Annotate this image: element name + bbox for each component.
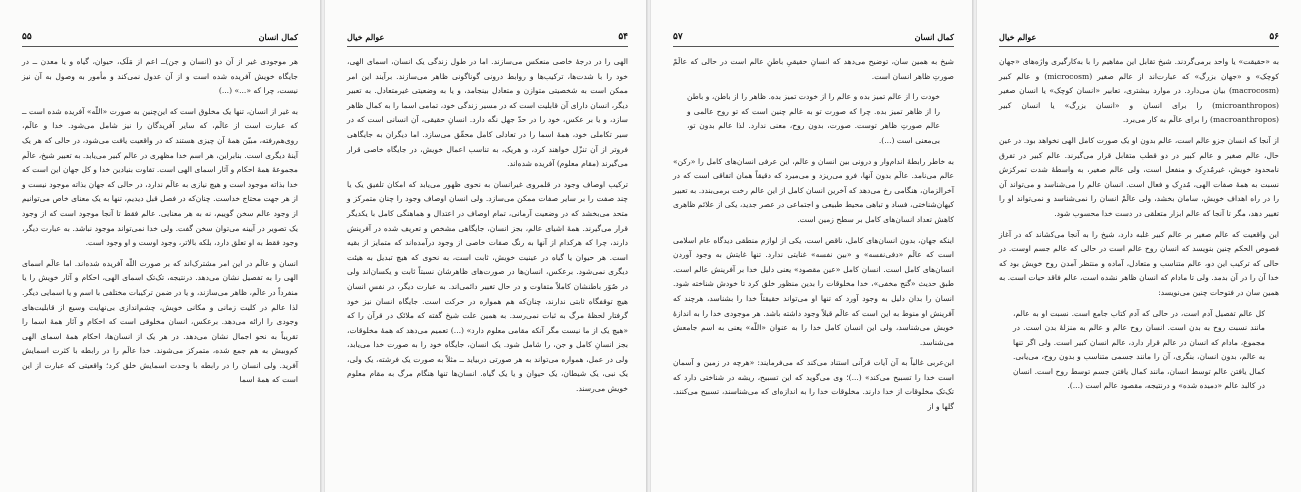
paragraph: این واقعیت که عالم صغیر بر عالم کبیر غلبه دارد، شیخ را به آنجا می‌کشاند که در آغاز فصوص الحکم چنین بنویسد که انسان روح عالم است در حالی که عالم جسم اوست. در حالی که ترکیب این دو، عالم متناسب و متعادل، آماده و منتظر آمدن روح خویش بود که خدا آن را در آن بدمد. ولی تا مادام که انسان ظاهر نشده است، عالم فاقد حیات است. به همین سان در فتوحات چنین می‌نویسد: — [999, 229, 1279, 297]
paragraph: شیخ به همین سان، توضیح می‌دهد که انسانِ حقیقیِ باطنِ عالم است در حالی که عالَمْ صورتِ ظاهر انسان است. — [673, 57, 954, 81]
paragraph: از آنجا که انسان جزو عالم است، عالم بدون او یک صورت کامل الهی نخواهد بود. در عین حال، عالم صغیر و عالم کبیر در دو قطب متقابل قرار می‌گیرند. عالم کبیر در تفرق نامحدود خویش، غیرمُدرِک و منفعل است، ولی عالم صغیر، به واسطهٔ شدت تمرکزش نسبت به همهٔ صفات الهی، مُدرِک و فعال است. انسان عالم را می‌شناسد و می‌تواند آن را در راه اهداف خویش، سامان بخشد، ولی عالَمْ انسان را نمی‌شناسد و نمی‌تواند او را تغییر دهد، مگر تا آنجا که عالم ابزار متعلقی در دست خدا محسوب شود. — [999, 135, 1279, 218]
page-number: ۵۷ — [673, 32, 683, 42]
paragraph: ترکیب اوصاف وجود در قلمروی غیرانسان به نحوی ظهور می‌یابد که امکان تلفیق یک یا چند صفت را بر سایر صفات ممکن می‌سازد. ولی انسان اوصاف وجود را چنان متمرکز و متحد می‌بخشد که در وضعیت آرمانی، تمام اوصاف در اعتدال و هماهنگی کامل با یکدیگر قرار می‌گیرند. همهٔ اشیای عالم، بجز انسان، جایگاهی مشخص و تعریف شده در آفرینش دارند، چرا که هرکدام از آنها به رنگ صفات خاصی از وجود درآمده‌اند که متمایز از بقیه است. هر حیوان یا گیاه در عینیت خویش، ثابت است، به نحوی که هیچ تبدیل به هیئت دیگری نمی‌شود. برعکس، انسان‌ها در صورت‌های ظاهرشان نسبتاً ثابت و یکسان‌اند ولی در صُوَر باطنشان کاملاً متفاوت و در حال تغییر دائمی‌اند. به عبارت دیگر، در نفسِ انسان هیچ توقفگاه ثابتی ندارند، چنان‌که هم همواره در حرکت است. جایگاه انسان نیز خود گرفتار لحظهٔ مرگ به ثبات نمی‌رسد. به همین علت شیخ گفته که ملائک در قرآن را که «هیچ یک از ما نیست مگر آنکه مقامی معلوم دارد» (...) تعمیم می‌دهد که همهٔ مخلوقات، بجز انسانِ کامل و جن، را شامل شود. یک انسان، جایگاه خود را به صورت خدا می‌یابد، ولی در عمل، همواره می‌تواند به هر صورتی دربیاید ــ مثلاً به صورت یک فرشته، یک ولی، یک نبی، یک شیطان، یک حیوان و یا یک گیاه. انسان‌ها تنها هنگام مرگ به مقام معلوم خویش می‌رسند. — [347, 179, 628, 394]
block-quote: کل عالم تفصیل آدم است، در حالی که آدم کتاب جامع است. نسبت او به عالم، مانند نسبت روح به بدن است. انسان روح عالم و عالم به منزلهٔ بدن است. در مجموع، مادام که انسان در عالم قرار دارد، عالم انسان کبیر است. ولی اگر تنها به عالم، بدون انسان، بنگری، آن را مانند جسمی متناسب و بدون روح، می‌یابی. کمال یافتن عالم توسط انسان، مانند کمال یافتن جسم توسط روح است. انسان در کالبد عالم «دمیده شده» و درنتیجه، مقصود عالم است (...). — [1013, 308, 1265, 391]
page-number: ۵۴ — [618, 32, 628, 42]
running-title: عوالم خیال — [347, 32, 385, 42]
paragraph: انسان و عالَم در این امر مشترک‌اند که بر صورت اللّه آفریده شده‌اند. اما عالَم اسمای الهی را به تفصیل نشان می‌دهد. درنتیجه، تک‌تک اسمای الهی، احکام و آثار خویش را یا منفرداً در عالَم، ظاهر می‌سازند، و یا در ضمن ترکیبات مختلفی با اسم و یا اسمایی دیگر. لذا عالم در کلیت زمانی و مکانی خویش، چشم‌اندازی بی‌نهایت وسیع از قابلیت‌های وجودی را ارائه می‌دهد. برعکس، انسان مخلوقی است که احکام و آثار همهٔ اسما را تقریباً به نحو اجمال نشان می‌دهد. در هر یک از انسان‌ها، احکام همهٔ اسمای الهی کم‌وبیش به هم جمع شده، متمرکز می‌شوند. خدا عالَم را در رابطه با کثرت اسمایش آفرید. ولی انسان را در رابطه با وحدت اسمایش خلق کرد؛ واقعیتی که عبارت از این است که همهٔ اسما — [22, 258, 298, 385]
running-title: عوالم خیال — [999, 32, 1037, 42]
paragraph: به غیر از انسان، تنها یک مخلوق است که این‌چنین به صورت «اللّه» آفریده شده است ــ که عبارت است از عالَم، که سایر آفریدگان را نیز شامل می‌شود. خدا و عالَم، روی‌هم‌رفته، مبیّن همهٔ آن چیزی هستند که در واقعیت یافت می‌شود، در حالی که هر یک آینهٔ دیگری است. بنابراین، هر اسم خدا مظهری در عالم کبیر می‌یابد. به تعبیر شیخ، عالَم مجموعهٔ همهٔ احکام و آثار اسمای الهی است. تفاوت بنیادین خدا و کل جهان این است که خدا بذاته موجود است و هیچ نیازی به عالَم ندارد، در حالی که جهان بذاته موجود نیست و از هر جهت محتاج خداست. چنان‌که در فصل قبل دیدیم، تنها به یک معنای خاص می‌توانیم از وجود عالم سخن گوییم، نه به هر معنایی. عالم فقط تا آنجا موجود است که از وجود یک تصویر در آیینه می‌توان سخن گفت. ولی خدا نمی‌تواند موجود نباشد. به عبارت دیگر، وجود فقط به او تعلق دارد، بلکه بالاتر، وجود اوست و او وجود است. — [22, 106, 298, 248]
page-54 — [325, 0, 650, 492]
page-56 — [977, 0, 1301, 492]
page-header — [673, 30, 954, 47]
block-quote: خودت را از عالم تمیز بده و عالم را از خودت تمیز بده. ظاهر را از باطن، و باطن را از ظاهر تمیز بده. چرا که صورت تو به عالم چنین است که تو روح عالمی و عالم صورتِ ظاهر توست. صورت، بدون روح، معنی ندارد. لذا عالم بدون تو، بی‌معنی است (...). — [687, 92, 940, 145]
paragraph: هر موجودی غیر از آن دو (انسان و جن)ــ اعم از مَلَک، حیوان، گیاه و یا معدن ــ در جایگاه خویش آفریده شده است و از آن عدول نمی‌کند و مأمور به وصول به آن نیز نیست، چرا که «...» (...) — [22, 57, 298, 96]
paragraph: ابن‌عربی غالباً به آن آیات قرآنی استناد می‌کند که می‌فرمایند: «هرچه در زمین و آسمان است خدا را تسبیح می‌کند» (...)؛ وی می‌گوید که این تسبیح، ریشه در شناختی دارد که تک‌تک مخلوقات از خدا دارند. مخلوقات خدا را به اندازه‌ای که می‌شناسند، تسبیح می‌کنند. گلها و از — [673, 358, 954, 412]
paragraph: الهی را در درجهٔ خاصی منعکس می‌سازند. اما در طول زندگی یک انسان، اسمای الهی، خود را با شدت‌ها، ترکیب‌ها و روابط درونی گوناگونی ظاهر می‌سازند. برآیند این امر ممکن است به شخصیتی متوازن و متعادل بینجامد، و یا به وضعیتی غیرمتعادل. به تعبیر دیگر، انسان دارای آن قابلیت است که در مسیر زندگی خود، تمامی اسما را به کمال ظاهر سازد، و یا بر عکس، خود را در حدّ جهل نگه دارد. انسانِ حقیقی، آن انسانی است که در سیر تکاملی خود، همهٔ اسما را در تعادلی کامل محقّق می‌سازد. اما دیگران به جایگاهی فروتر از آن تنزّل خواهند کرد، و هریک، به تناسب اعمال خویش، در جایگاه خاصی قرار می‌گیرند (مقام معلوم) آفریده شده‌اند. — [347, 57, 628, 169]
page-header — [999, 30, 1279, 47]
running-title: کمال انسان — [258, 32, 298, 42]
paragraph: به خاطر رابطهٔ اندام‌وار و درونی بین انسان و عالم، این عرفی انسان‌های کامل را «رکن» عالم می‌نامد. عالَم بدون آنها، فرو می‌ریزد و می‌میرد که دقیقاً همان اتفاقی است که در آخرالزمان، هنگامی رخ می‌دهد که آخرین انسان کامل از این عالم رخت برمی‌بندد. به تعبیر کیهان‌شناختی، فساد و تباهی محیط طبیعی و اجتماعی در عصر جدید، یکی از علائم ظاهری کاهش تعداد انسان‌های کامل بر سطح زمین است. — [673, 156, 954, 224]
page-number: ۵۵ — [22, 32, 32, 42]
page-number: ۵۶ — [1269, 32, 1279, 42]
paragraph: اینکه جهان، بدون انسان‌های کامل، ناقص است، یکی از لوازم منطقی دیدگاه عام اسلامی است که عالَم «دفی‌نفسه» و «بین نفسه» غنایتی ندارد. تنها غایتش به وجود آوردن انسان‌های کامل است. انسان کامل «عین مقصود» یعنی دلیل خدا بر آفرینش عالم است. طبق حدیث «گنج مخفی»، خدا مخلوقات را بدین منظور خلق کرد تا خودش شناخته شود. انسان را بدان دلیل به وجود آورد که تنها او می‌تواند حقیقتاً خدا را بشناسد، هرچند که آفرینش او منوط به این است که عالَم قبلاً وجود داشته باشد. هر موجودی خدا را به اندازهٔ خویش می‌شناسد، ولی این انسان کامل خدا را به عنوان «اللّه» یعنی به اسم جامعش می‌شناسد. — [673, 235, 954, 347]
page-57 — [651, 0, 976, 492]
running-title: کمال انسان — [914, 32, 954, 42]
paragraph: به «حقیقت» یا واحد برمی‌گردند. شیخ تقابل این مفاهیم را با به‌کارگیری واژه‌های «جهان کوچک» و «جهان بزرگ» که عبارت‌اند از عالم صغیر (microcosm) و عالم کبیر (macrocosm) بیان می‌دارد. در موارد بیشتری، تعابیر «انسان کوچک» یا انسان صغیر (microanthropos) را برای انسان و «انسان بزرگ» یا انسان کبیر (macroanthropos) را برای عالَم به کار می‌برد. — [999, 57, 1279, 125]
page-header — [347, 30, 628, 47]
page-55 — [0, 0, 320, 492]
page-header — [22, 30, 298, 47]
